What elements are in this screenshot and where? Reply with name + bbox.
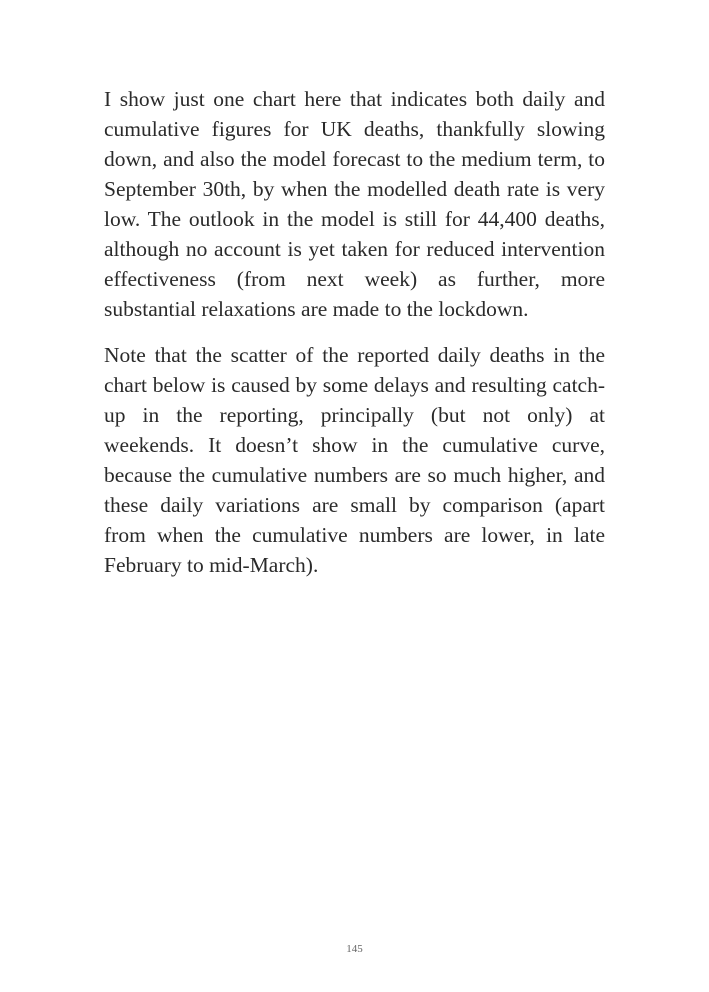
body-text <box>104 84 605 596</box>
page-number: 145 <box>346 943 363 955</box>
paragraph-1: I show just one chart here that indicates both daily and cumulative figures for UK deaths, thankfully slowing down, and also the model forecast to the medium term, to September 30th, by when the modelled death rate is very low. The outlook in the model is still for 44,400 deaths, although no account is yet taken for reduced intervention effectiveness (from next week) as further, more substantial relaxations are made to the lockdown. <box>104 87 605 321</box>
paragraph-2: Note that the scatter of the reported daily deaths in the chart below is caused by some delays and resulting catch-up in the reporting, principally (but not only) at weekends. It doesn’t show in the cumulative curve, because the cumulative numbers are so much higher, and these daily variations are small by comparison (apart from when the cumulative numbers are lower, in late February to mid-March). <box>104 343 605 577</box>
